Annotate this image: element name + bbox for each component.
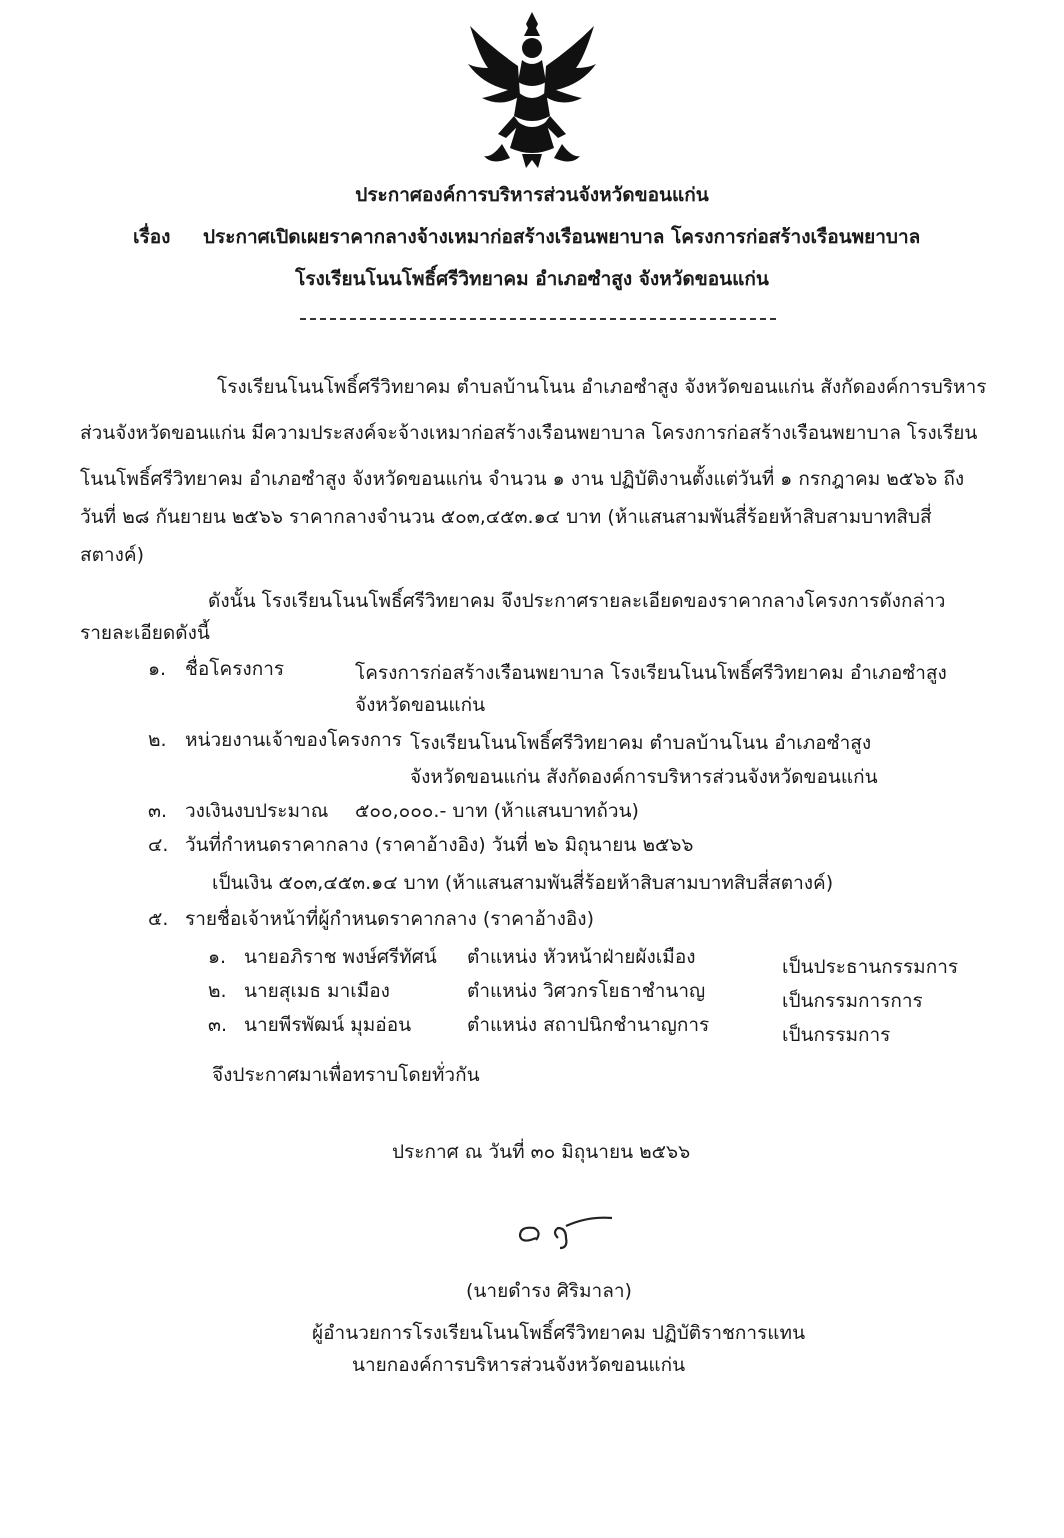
garuda-emblem-icon [462, 8, 602, 176]
item-2-number: ๒. [148, 729, 167, 751]
committee-3-role: เป็นกรรมการ [782, 1024, 891, 1046]
item-5-label: รายชื่อเจ้าหน้าที่ผู้กำหนดราคากลาง (ราคาอ้างอิง) [185, 908, 594, 930]
closing-notice: จึงประกาศมาเพื่อทราบโดยทั่วกัน [212, 1064, 480, 1086]
subject-label: เรื่อง [133, 226, 171, 248]
para2-line-2: รายละเอียดดังนี้ [80, 622, 210, 644]
committee-2-role: เป็นกรรมการการ [782, 990, 923, 1012]
signatory-name: (นายดำรง ศิริมาลา) [466, 1280, 632, 1302]
committee-3-name: นายพีรพัฒน์ มุมอ่อน [244, 1014, 412, 1036]
item-1-value-1: โครงการก่อสร้างเรือนพยาบาล โรงเรียนโนนโพธิ์ศรีวิทยาคม อำเภอซำสูง [355, 662, 947, 684]
signatory-title-2: นายกองค์การบริหารส่วนจังหวัดขอนแก่น [352, 1354, 686, 1376]
item-5-number: ๕. [148, 908, 169, 930]
item-3-label: วงเงินงบประมาณ [185, 800, 329, 822]
committee-2-number: ๒. [208, 980, 227, 1002]
para1-line-2: ส่วนจังหวัดขอนแก่น มีความประสงค์จะจ้างเหมาก่อสร้างเรือนพยาบาล โครงการก่อสร้างเรือนพยาบาล โรงเรียน [80, 422, 978, 444]
item-4-line-1: วันที่กำหนดราคากลาง (ราคาอ้างอิง) วันที่ ๒๖ มิถุนายน ๒๕๖๖ [185, 834, 694, 856]
subject-line-2: โรงเรียนโนนโพธิ์ศรีวิทยาคม อำเภอซำสูง จังหวัดขอนแก่น [295, 268, 769, 290]
committee-1-name: นายอภิราช พงษ์ศรีทัศน์ [244, 946, 437, 968]
item-2-label: หน่วยงานเจ้าของโครงการ [185, 729, 402, 751]
announcement-issuer: ประกาศองค์การบริหารส่วนจังหวัดขอนแก่น [355, 184, 709, 206]
committee-3-position: ตำแหน่ง สถาปนิกชำนาญการ [467, 1014, 710, 1036]
announcement-date: ประกาศ ณ วันที่ ๓๐ มิถุนายน ๒๕๖๖ [392, 1141, 691, 1163]
header-divider [300, 318, 776, 320]
item-2-value-2: จังหวัดขอนแก่น สังกัดองค์การบริหารส่วนจังหวัดขอนแก่น [410, 766, 878, 788]
committee-3-number: ๓. [208, 1014, 228, 1036]
item-3-value: ๕๐๐,๐๐๐.- บาท (ห้าแสนบาทถ้วน) [355, 800, 639, 822]
committee-1-number: ๑. [208, 946, 227, 968]
para1-line-4: วันที่ ๒๘ กันยายน ๒๕๖๖ ราคากลางจำนวน ๕๐๓,๔๕๓.๑๔ บาท (ห้าแสนสามพันสี่ร้อยห้าสิบสามบาทสิบสี่ [80, 506, 932, 528]
para2-line-1: ดังนั้น โรงเรียนโนนโพธิ์ศรีวิทยาคม จึงประกาศรายละเอียดของราคากลางโครงการดังกล่าว [208, 590, 946, 612]
para1-line-3: โนนโพธิ์ศรีวิทยาคม อำเภอซำสูง จังหวัดขอนแก่น จำนวน ๑ งาน ปฏิบัติงานตั้งแต่วันที่ ๑ กรกฎาคม ๒๕๖๖ ถึง [80, 468, 965, 490]
subject-line-1: ประกาศเปิดเผยราคากลางจ้างเหมาก่อสร้างเรือนพยาบาล โครงการก่อสร้างเรือนพยาบาล [203, 226, 921, 248]
item-2-value-1: โรงเรียนโนนโพธิ์ศรีวิทยาคม ตำบลบ้านโนน อำเภอซำสูง [410, 732, 872, 754]
para1-line-1: โรงเรียนโนนโพธิ์ศรีวิทยาคม ตำบลบ้านโนน อำเภอซำสูง จังหวัดขอนแก่น สังกัดองค์การบริหาร [217, 376, 987, 398]
para1-line-5: สตางค์) [80, 544, 145, 566]
committee-1-role: เป็นประธานกรรมการ [782, 956, 959, 978]
handwritten-signature [508, 1208, 628, 1252]
committee-2-position: ตำแหน่ง วิศวกรโยธาชำนาญ [467, 980, 706, 1002]
item-1-label: ชื่อโครงการ [185, 658, 285, 680]
item-4-line-2: เป็นเงิน ๕๐๓,๔๕๓.๑๔ บาท (ห้าแสนสามพันสี่ร้อยห้าสิบสามบาทสิบสี่สตางค์) [212, 872, 834, 894]
item-3-number: ๓. [148, 800, 168, 822]
committee-1-position: ตำแหน่ง หัวหน้าฝ่ายผังเมือง [467, 946, 696, 968]
signatory-title-1: ผู้อำนวยการโรงเรียนโนนโพธิ์ศรีวิทยาคม ปฏิบัติราชการแทน [312, 1322, 806, 1344]
committee-2-name: นายสุเมธ มาเมือง [244, 980, 390, 1002]
item-1-value-2: จังหวัดขอนแก่น [355, 694, 486, 716]
item-1-number: ๑. [148, 658, 167, 680]
item-4-number: ๔. [148, 834, 169, 856]
